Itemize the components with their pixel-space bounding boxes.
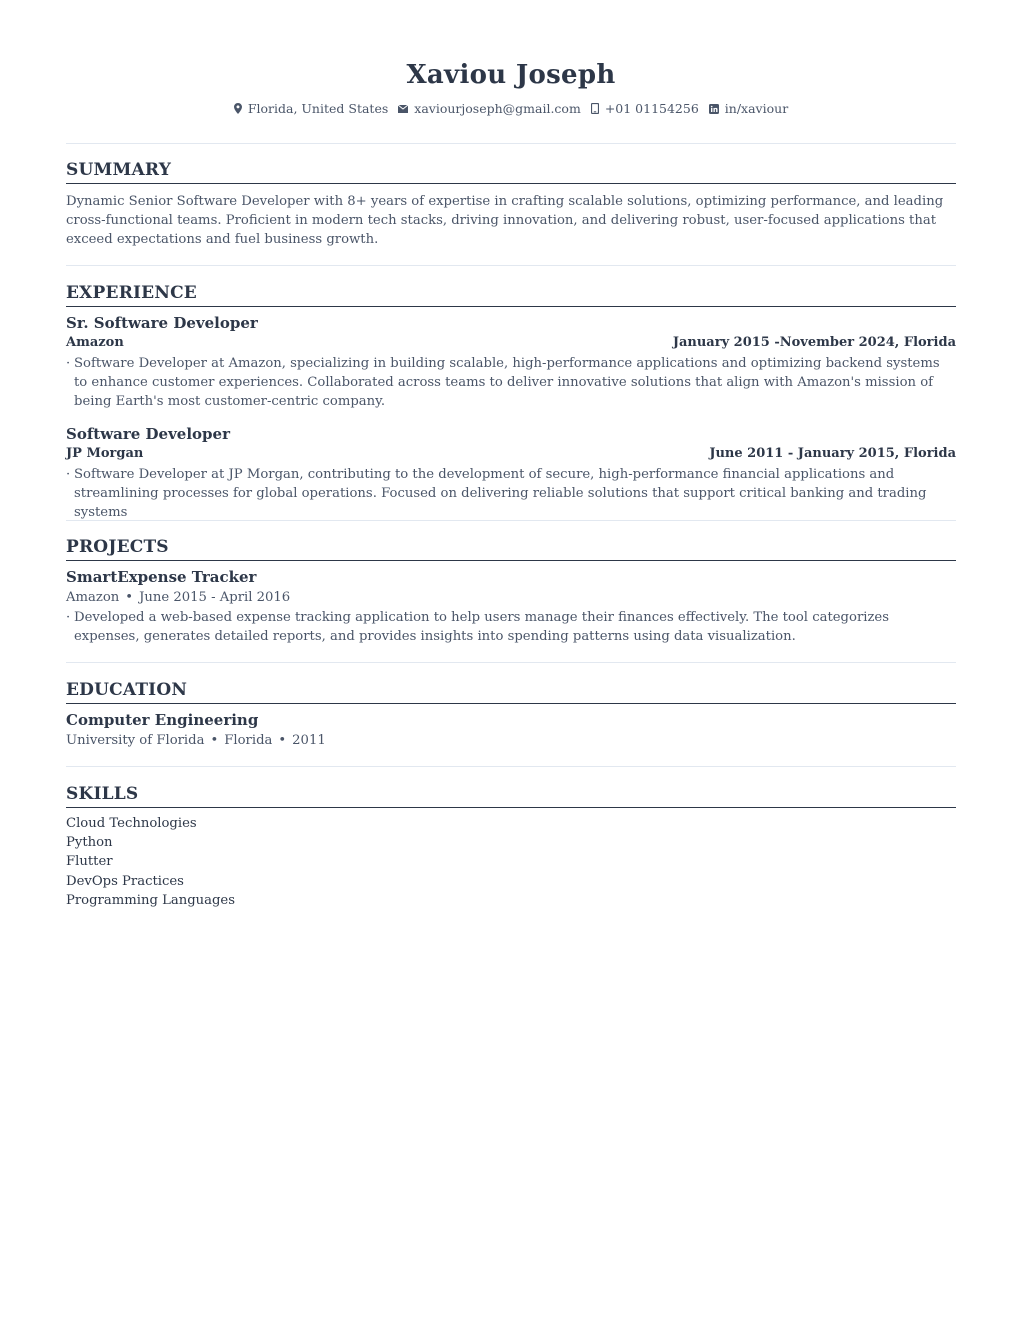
meta-separator: • (210, 733, 219, 748)
header-divider (66, 143, 956, 144)
summary-heading: SUMMARY (66, 160, 956, 184)
bullet-dot: · (66, 610, 71, 625)
project-name: SmartExpense Tracker (66, 568, 257, 586)
skill-item: Python (66, 835, 113, 850)
experience-bullet-text: Software Developer at Amazon, specializing in building scalable, high-performance applications and optimizing backend systems to enhance customer experiences. Collaborated across teams to deliver innovative solutions that align with Amazon's mission of being Earth's most customer-centric company. (74, 356, 940, 410)
experience-company: Amazon (66, 335, 124, 350)
skill-item: Flutter (66, 854, 113, 869)
experience-bullet (66, 354, 956, 412)
email-link[interactable]: xaviourjoseph@gmail.com (414, 101, 581, 116)
skill-item: DevOps Practices (66, 874, 184, 889)
experience-dates: January 2015 -November 2024, Florida (672, 335, 956, 350)
experience-meta-row (66, 335, 956, 350)
experience-role: Software Developer (66, 425, 230, 443)
summary-text: Dynamic Senior Software Developer with 8+ years of expertise in crafting scalable solutions, optimizing performance, and leading cross-functional teams. Proficient in modern tech stacks, driving innovation, and delivering robust, user-focused applications that exceed expectations and fuel business growth. (66, 194, 944, 248)
experience-bullet-text: Software Developer at JP Morgan, contributing to the development of secure, high-performance financial applications and streamlining processes for global operations. Focused on delivering reliable solutions that support critical banking and trading systems (74, 467, 927, 521)
experience-meta-row (66, 446, 956, 461)
projects-heading: PROJECTS (66, 537, 956, 561)
education-meta (66, 733, 326, 748)
mobile-phone-icon (591, 103, 599, 114)
summary-divider (66, 265, 956, 266)
project-dates: June 2015 - April 2016 (139, 590, 291, 605)
skill-item: Cloud Technologies (66, 816, 197, 831)
projects-divider (66, 662, 956, 663)
bullet-dot: · (66, 467, 71, 482)
linkedin-link[interactable]: in/xaviour (724, 101, 789, 116)
phone-link[interactable]: +01 01154256 (604, 101, 699, 116)
contact-bar (66, 101, 956, 116)
experience-company: JP Morgan (66, 446, 144, 461)
education-school: University of Florida (66, 733, 205, 748)
envelope-icon (398, 105, 408, 113)
candidate-name: Xaviou Joseph (406, 60, 616, 90)
location-text: Florida, United States (247, 101, 389, 116)
education-heading: EDUCATION (66, 680, 956, 704)
contact-location (234, 101, 388, 116)
linkedin-icon (709, 104, 719, 114)
education-year: 2011 (292, 733, 326, 748)
project-meta (66, 590, 290, 605)
project-bullet-text: Developed a web-based expense tracking application to help users manage their finances effectively. The tool categorizes expenses, generates detailed reports, and provides insights into spending patterns using data visualization. (74, 610, 889, 645)
contact-phone[interactable] (591, 101, 699, 116)
experience-heading: EXPERIENCE (66, 283, 956, 307)
skills-heading: SKILLS (66, 784, 956, 808)
education-degree: Computer Engineering (66, 711, 259, 729)
map-pin-icon (234, 103, 242, 114)
bullet-dot: · (66, 356, 71, 371)
project-bullet (66, 608, 956, 646)
experience-dates: June 2011 - January 2015, Florida (709, 446, 956, 461)
project-org: Amazon (66, 590, 120, 605)
experience-divider (66, 520, 956, 521)
meta-separator: • (278, 733, 287, 748)
contact-email[interactable] (398, 101, 581, 116)
contact-linkedin[interactable] (709, 101, 788, 116)
skill-item: Programming Languages (66, 893, 236, 908)
meta-separator: • (125, 590, 134, 605)
education-location: Florida (224, 733, 273, 748)
experience-role: Sr. Software Developer (66, 314, 258, 332)
experience-bullet (66, 465, 956, 523)
education-divider (66, 766, 956, 767)
